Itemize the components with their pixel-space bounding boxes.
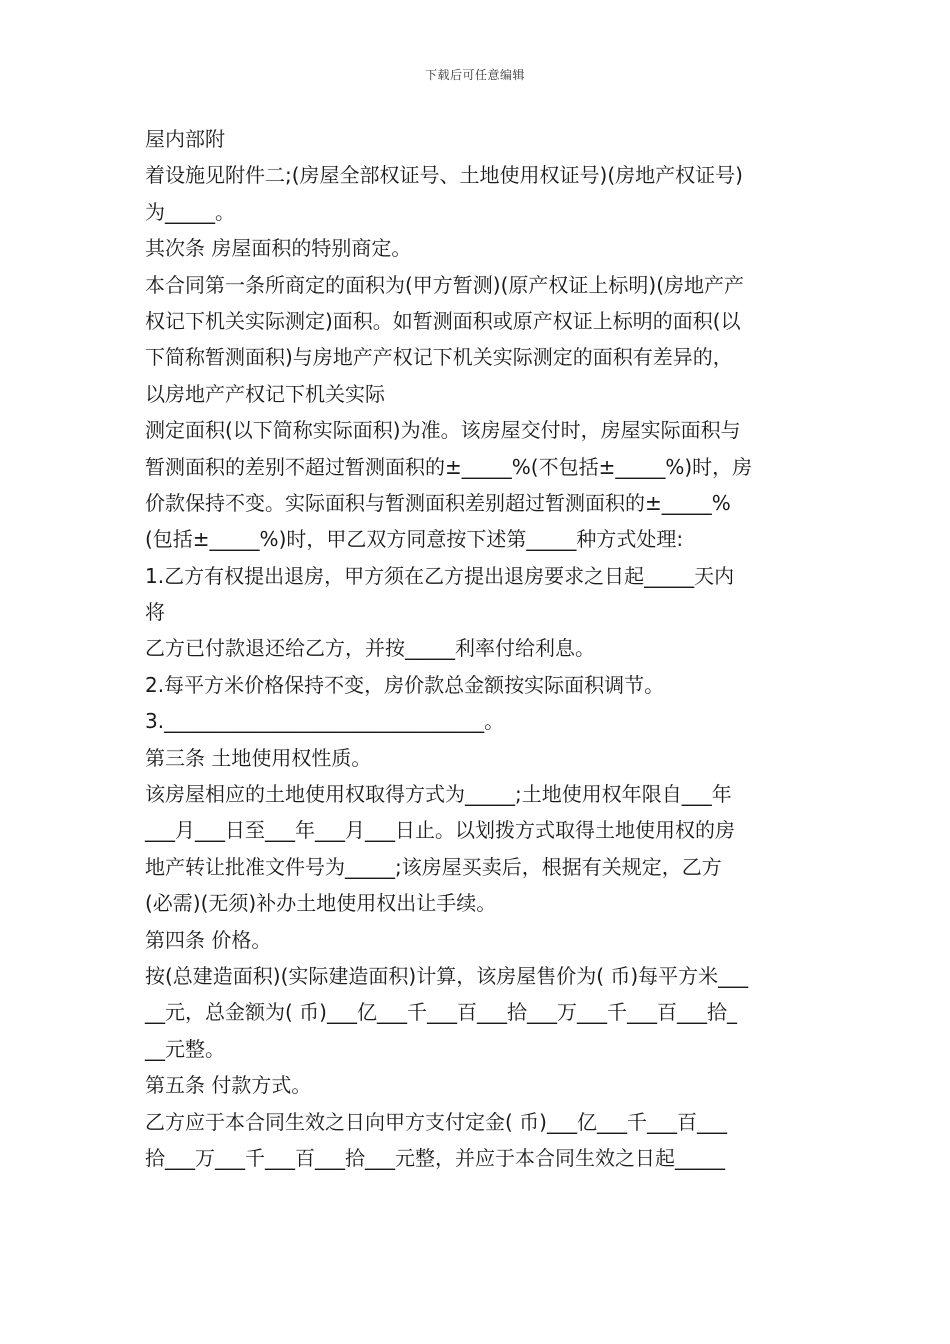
text-line: 着设施见附件二;(房屋全部权证号、土地使用权证号)(房地产权证号) <box>145 163 743 188</box>
section-heading: 第三条 土地使用权性质。 <box>145 745 372 770</box>
section-heading: 第四条 价格。 <box>145 927 272 952</box>
text-line: __元，总金额为( 币)___亿___千___百___拾___万___千___百___拾_ <box>145 1000 737 1025</box>
text-line: 该房屋相应的土地使用权取得方式为_____;土地使用权年限自___年 <box>145 782 732 807</box>
text-line: 测定面积(以下简称实际面积)为准。该房屋交付时，房屋实际面积与 <box>145 418 741 443</box>
text-line: (包括±_____%)时，甲乙双方同意按下述第_____种方式处理: <box>145 527 684 552</box>
list-item: 2.每平方米价格保持不变，房价款总金额按实际面积调节。 <box>145 672 665 697</box>
text-line: ___月___日至___年___月___日止。以划拨方式取得土地使用权的房 <box>145 818 735 843</box>
text-line: 乙方已付款退还给乙方，并按_____利率付给利息。 <box>145 636 595 661</box>
text-line: 将 <box>145 600 165 625</box>
text-line: 下简称暂测面积)与房地产产权记下机关实际测定的面积有差异的， <box>145 345 733 370</box>
text-line: __元整。 <box>145 1036 225 1061</box>
section-heading: 其次条 房屋面积的特别商定。 <box>145 236 412 261</box>
text-line: 价款保持不变。实际面积与暂测面积差别超过暂测面积的±_____% <box>145 490 731 515</box>
list-item: 1.乙方有权提出退房，甲方须在乙方提出退房要求之日起_____天内 <box>145 563 735 588</box>
text-line: 地产转让批准文件号为_____;该房屋买卖后，根据有关规定，乙方 <box>145 854 722 879</box>
page-header-note: 下载后可任意编辑 <box>424 68 525 82</box>
list-item: 3.________________________________。 <box>145 709 505 734</box>
text-line: 为_____。 <box>145 199 235 224</box>
text-line: 以房地产产权记下机关实际 <box>145 381 385 406</box>
contract-body <box>145 121 810 1176</box>
text-line: 本合同第一条所商定的面积为(甲方暂测)(原产权证上标明)(房地产产 <box>145 272 745 297</box>
text-line: (必需)(无须)补办土地使用权出让手续。 <box>145 891 497 916</box>
text-line: 权记下机关实际测定)面积。如暂测面积或原产权证上标明的面积(以 <box>145 308 741 333</box>
section-heading: 第五条 付款方式。 <box>145 1073 312 1098</box>
text-line: 暂测面积的差别不超过暂测面积的±_____%(不包括±_____%)时，房 <box>145 454 753 479</box>
text-line: 按(总建造面积)(实际建造面积)计算，该房屋售价为( 币)每平方米___ <box>145 963 749 988</box>
text-line: 拾___万___千___百___拾___元整，并应于本合同生效之日起_____ <box>145 1145 725 1170</box>
text-line: 屋内部附 <box>145 127 225 151</box>
text-line: 乙方应于本合同生效之日向甲方支付定金( 币)___亿___千___百___ <box>145 1109 727 1134</box>
